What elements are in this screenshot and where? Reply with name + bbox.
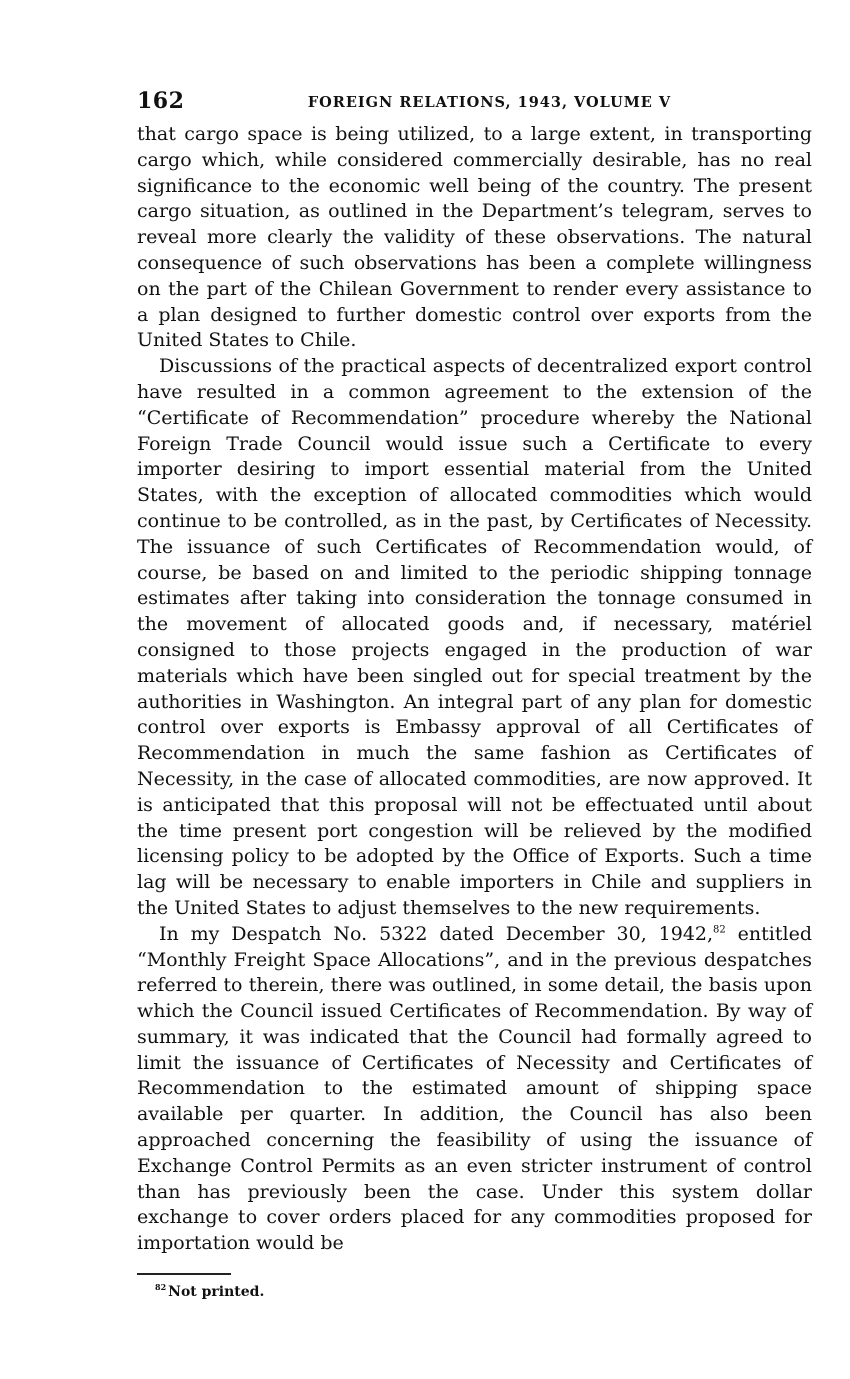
document-page	[137, 88, 812, 1300]
running-head	[137, 88, 812, 122]
footnote	[137, 1284, 812, 1300]
paragraph-2: Discussions of the practical aspects of decentralized export control have resulted in a common agreement to the extension of the “Certificate of Recommendation” procedure whereby the National Foreign Trade Council would issue such a Certificate to every importer desiring to import essential material from the United States, with the exception of allocated commodities which would continue to be controlled, as in the past, by Certificates of Necessity. The issuance of such Certificates of Recommendation would, of course, be based on and limited to the periodic shipping tonnage estimates after taking into consideration the tonnage consumed in the movement of allocated goods and, if necessary, matériel consigned to those projects engaged in the production of war materials which have been singled out for special treatment by the authorities in Washington. An integral part of any plan for domestic control over exports is Embassy approval of all Certificates of Recommendation in much the same fashion as Certificates of Necessity, in the case of allocated commodities, are now approved. It is anticipated that this proposal will not be effectuated until about the time present port congestion will be relieved by the modified licensing policy to be adopted by the Office of Exports. Such a time lag will be necessary to enable importers in Chile and suppliers in the United States to adjust themselves to the new requirements.	[137, 355, 812, 919]
page-number: 162	[137, 88, 185, 114]
footnote-text: Not printed.	[168, 1284, 265, 1301]
footnote-marker: 82	[155, 1282, 167, 1293]
footnote-reference[interactable]: 82	[713, 924, 726, 936]
body-text	[137, 122, 812, 1257]
paragraph-3	[137, 922, 812, 1257]
footnote-divider	[137, 1273, 231, 1275]
paragraph-1: that cargo space is being utilized, to a large extent, in transporting cargo which, while considered commercially desirable, has no real significance to the economic well being of the country. The present cargo situation, as outlined in the Department’s telegram, serves to reveal more clearly the validity of these observations. The natural consequence of such observations has been a complete willingness on the part of the Chilean Government to render every assistance to a plan designed to further domestic control over exports from the United States to Chile.	[137, 123, 812, 352]
paragraph-3-rest: entitled “Monthly Freight Space Allocations”, and in the previous despatches referred to therein, there was outlined, in some detail, the basis upon which the Council issued Certificates of Recommendation. By way of summary, it was indicated that the Council had formally agreed to limit the issuance of Certificates of Necessity and Certificates of Recommendation to the estimated amount of shipping space available per quarter. In addition, the Council has also been approached concerning the feasibility of using the issuance of Exchange Control Permits as an even stricter instrument of control than has previously been the case. Under this system dollar exchange to cover orders placed for any commodities proposed for importation would be	[137, 922, 812, 1255]
paragraph-3-start: In my Despatch No. 5322 dated December 30, 1942,	[159, 922, 714, 945]
running-title: FOREIGN RELATIONS, 1943, VOLUME V	[307, 94, 672, 111]
